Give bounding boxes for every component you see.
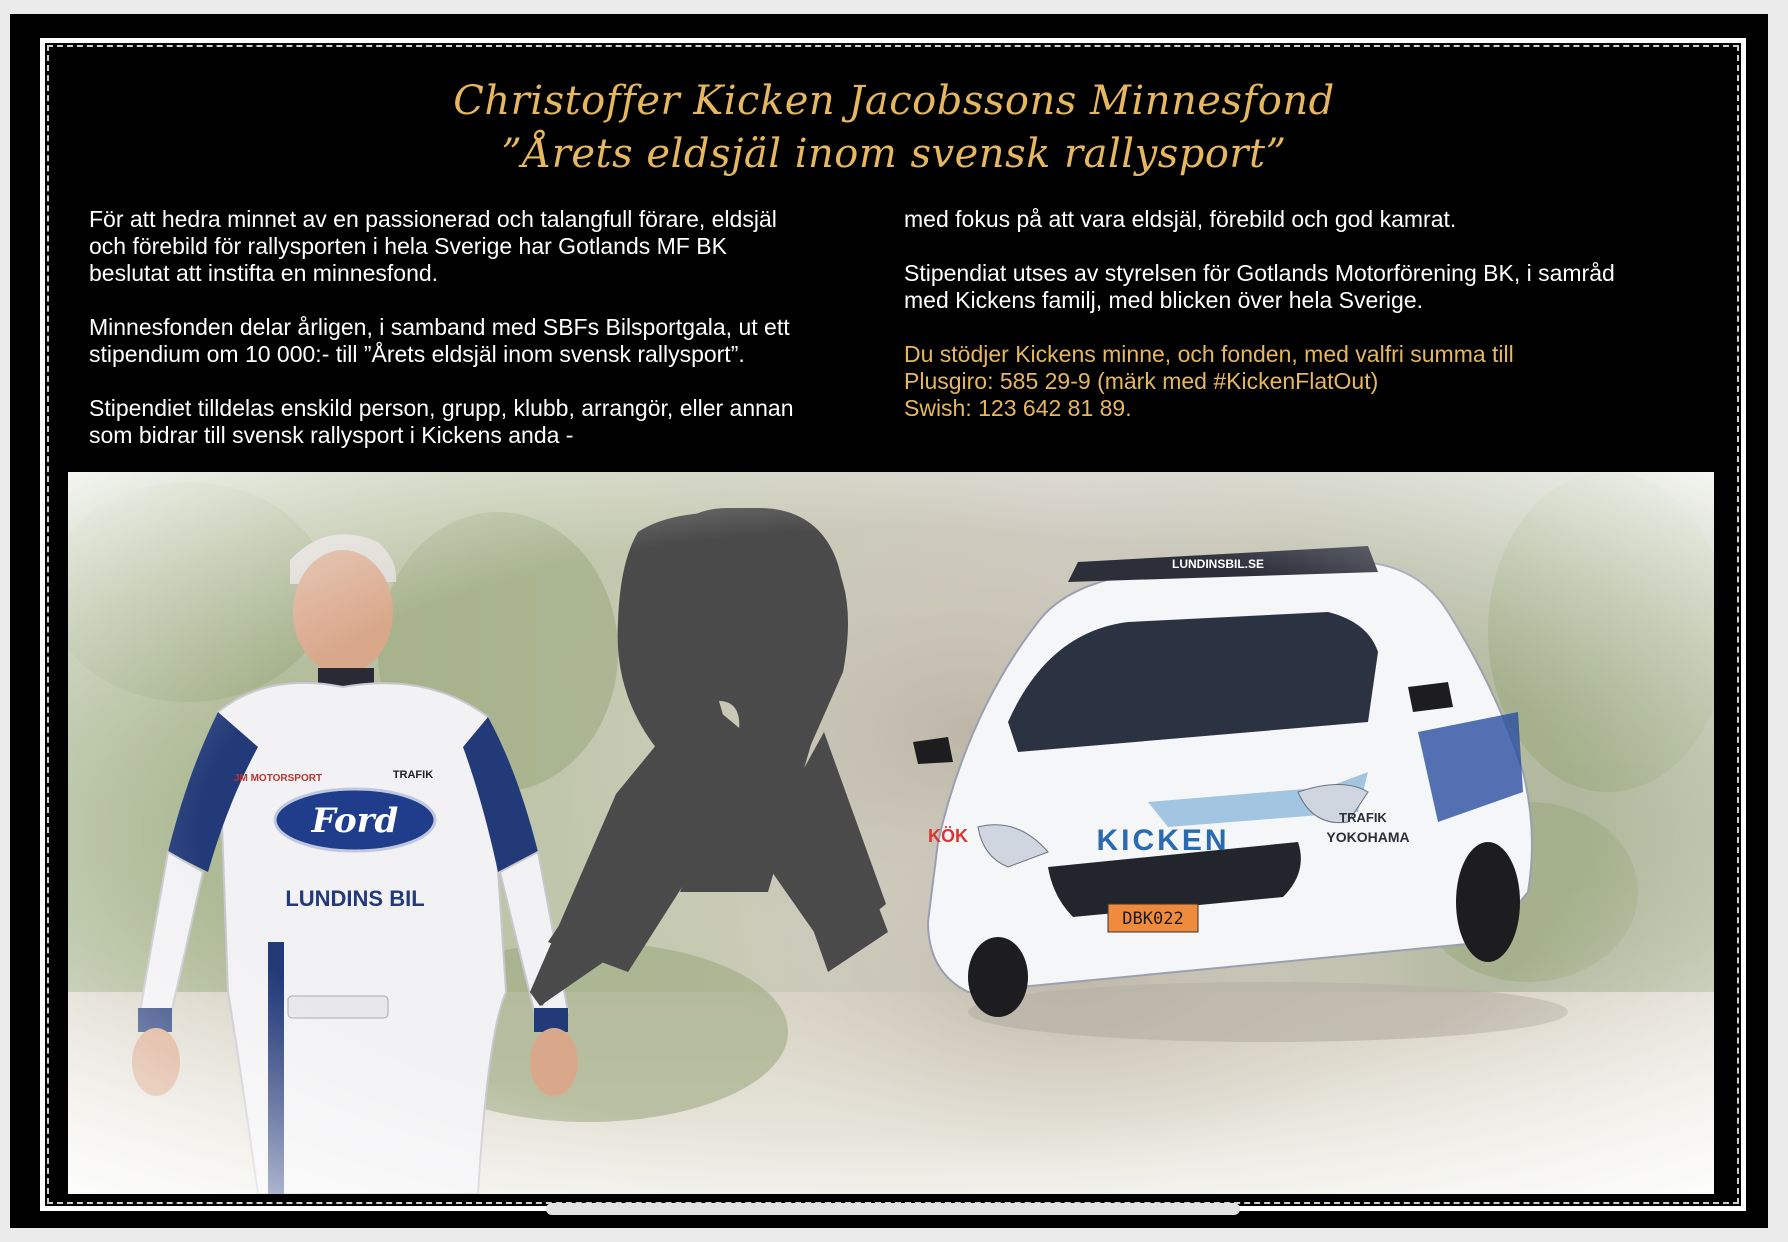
selection-paragraph: Stipendiat utses av styrelsen för Gotlands Motorförening BK, i samråd med Kickens familj, med blicken över hela Sverige. [904,260,1615,313]
fund-title: Christoffer Kicken Jacobssons Minnesfond [453,78,1335,124]
left-text-column [89,206,889,476]
right-text-column [904,206,1724,422]
focus-paragraph: med fokus på att vara eldsjäl, förebild och god kamrat. [904,206,1457,232]
eligibility-paragraph: Stipendiet tilldelas enskild person, grupp, klubb, arrangör, eller annan som bidrar till svensk rallysport i Kickens anda - [89,395,794,448]
donation-text: Du stödjer Kickens minne, och fonden, med valfri summa till [904,341,1514,367]
award-subtitle: ”Årets eldsjäl inom svensk rallysport” [501,131,1287,177]
home-indicator[interactable] [546,1203,1240,1215]
photo-illustration [68,472,1714,1194]
plusgiro-text: Plusgiro: 585 29-9 (märk med #KickenFlatOut) [904,368,1379,394]
memorial-photo [68,472,1714,1194]
swish-text: Swish: 123 642 81 89. [904,395,1132,421]
stipend-paragraph: Minnesfonden delar årligen, i samband med SBFs Bilsportgala, ut ett stipendium om 10 000:- till ”Årets eldsjäl inom svensk rallysport”. [89,314,790,367]
intro-paragraph: För att hedra minnet av en passionerad och talangfull förare, eldsjäl och förebild för rallysporten i hela Sverige har Gotlands MF BK beslutat att instifta en minnesfond. [89,206,777,286]
